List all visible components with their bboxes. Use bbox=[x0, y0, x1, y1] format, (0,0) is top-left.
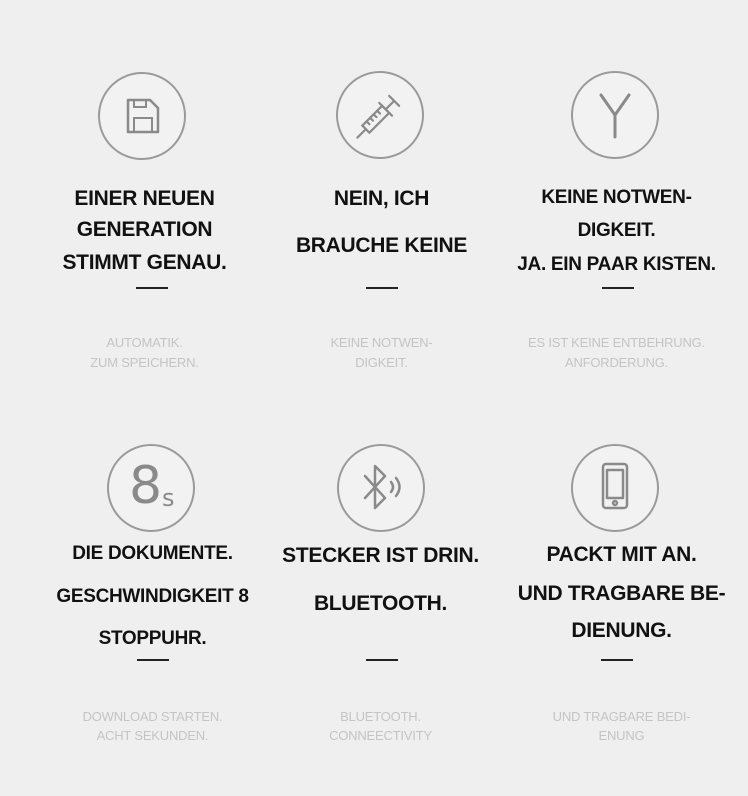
title-line: JA. EIN PAAR KISTEN. bbox=[517, 254, 716, 275]
feature-eight-seconds bbox=[28, 400, 277, 796]
feature-phone bbox=[497, 400, 746, 796]
divider bbox=[136, 287, 168, 289]
subtitle-line: ENUNG bbox=[598, 728, 645, 743]
divider bbox=[137, 659, 169, 661]
feature-yen bbox=[492, 0, 741, 400]
title-line: PACKT MIT AN. bbox=[546, 543, 697, 566]
eight-seconds-icon bbox=[109, 446, 193, 530]
syringe-icon bbox=[338, 73, 422, 157]
eight-seconds-icon-circle bbox=[107, 444, 195, 532]
syringe-icon-circle bbox=[336, 71, 424, 159]
phone-icon bbox=[573, 446, 657, 530]
title-line: KEINE NOTWEN- bbox=[541, 187, 692, 208]
subtitle-line: ZUM SPEICHERN. bbox=[90, 355, 199, 370]
subtitle-line: BLUETOOTH. bbox=[340, 709, 421, 724]
divider bbox=[602, 287, 634, 289]
subtitle-line: ACHT SEKUNDEN. bbox=[96, 728, 209, 743]
divider bbox=[366, 659, 398, 661]
feature-bluetooth bbox=[256, 400, 505, 796]
title-line: GESCHWINDIGKEIT 8 bbox=[56, 586, 249, 607]
title-line: BLUETOOTH. bbox=[313, 592, 448, 615]
yen-icon bbox=[573, 73, 657, 157]
floppy-icon-circle bbox=[98, 72, 186, 160]
bluetooth-icon-circle bbox=[337, 444, 425, 532]
title-line: EINER NEUEN bbox=[74, 187, 215, 210]
title-line: DIGKEIT. bbox=[577, 220, 656, 241]
subtitle-line: KEINE NOTWEN- bbox=[330, 335, 433, 350]
title-line: NEIN, ICH bbox=[333, 187, 430, 210]
subtitle-line: DOWNLOAD STARTEN. bbox=[82, 709, 223, 724]
phone-icon-circle bbox=[571, 444, 659, 532]
subtitle-line: UND TRAGBARE BEDI- bbox=[552, 709, 691, 724]
subtitle-line: ES IST KEINE ENTBEHRUNG. bbox=[528, 335, 705, 350]
subtitle-line: DIGKEIT. bbox=[355, 355, 408, 370]
title-line: STIMMT GENAU. bbox=[62, 251, 227, 274]
subtitle-line: ANFORDERUNG. bbox=[564, 355, 669, 370]
title-line: STECKER IST DRIN. bbox=[282, 544, 479, 567]
eight-digit: 8 bbox=[129, 456, 163, 516]
title-line: DIE DOKUMENTE. bbox=[72, 543, 233, 564]
feature-floppy bbox=[20, 0, 269, 400]
title-line: DIENUNG. bbox=[571, 619, 672, 642]
bluetooth-icon bbox=[339, 446, 423, 530]
title-line: UND TRAGBARE BE- bbox=[517, 582, 726, 605]
divider bbox=[366, 287, 398, 289]
divider bbox=[601, 659, 633, 661]
title-line: GENERATION bbox=[76, 218, 213, 241]
subtitle-line: AUTOMATIK. bbox=[106, 335, 183, 350]
yen-icon-circle bbox=[571, 71, 659, 159]
seconds-letter: s bbox=[162, 484, 175, 512]
title-line: STOPPUHR. bbox=[98, 628, 207, 649]
feature-syringe bbox=[257, 0, 506, 400]
floppy-disk-icon bbox=[100, 74, 184, 158]
subtitle-line: CONNEECTIVITY bbox=[329, 728, 432, 743]
title-line: BRAUCHE KEINE bbox=[295, 234, 468, 257]
